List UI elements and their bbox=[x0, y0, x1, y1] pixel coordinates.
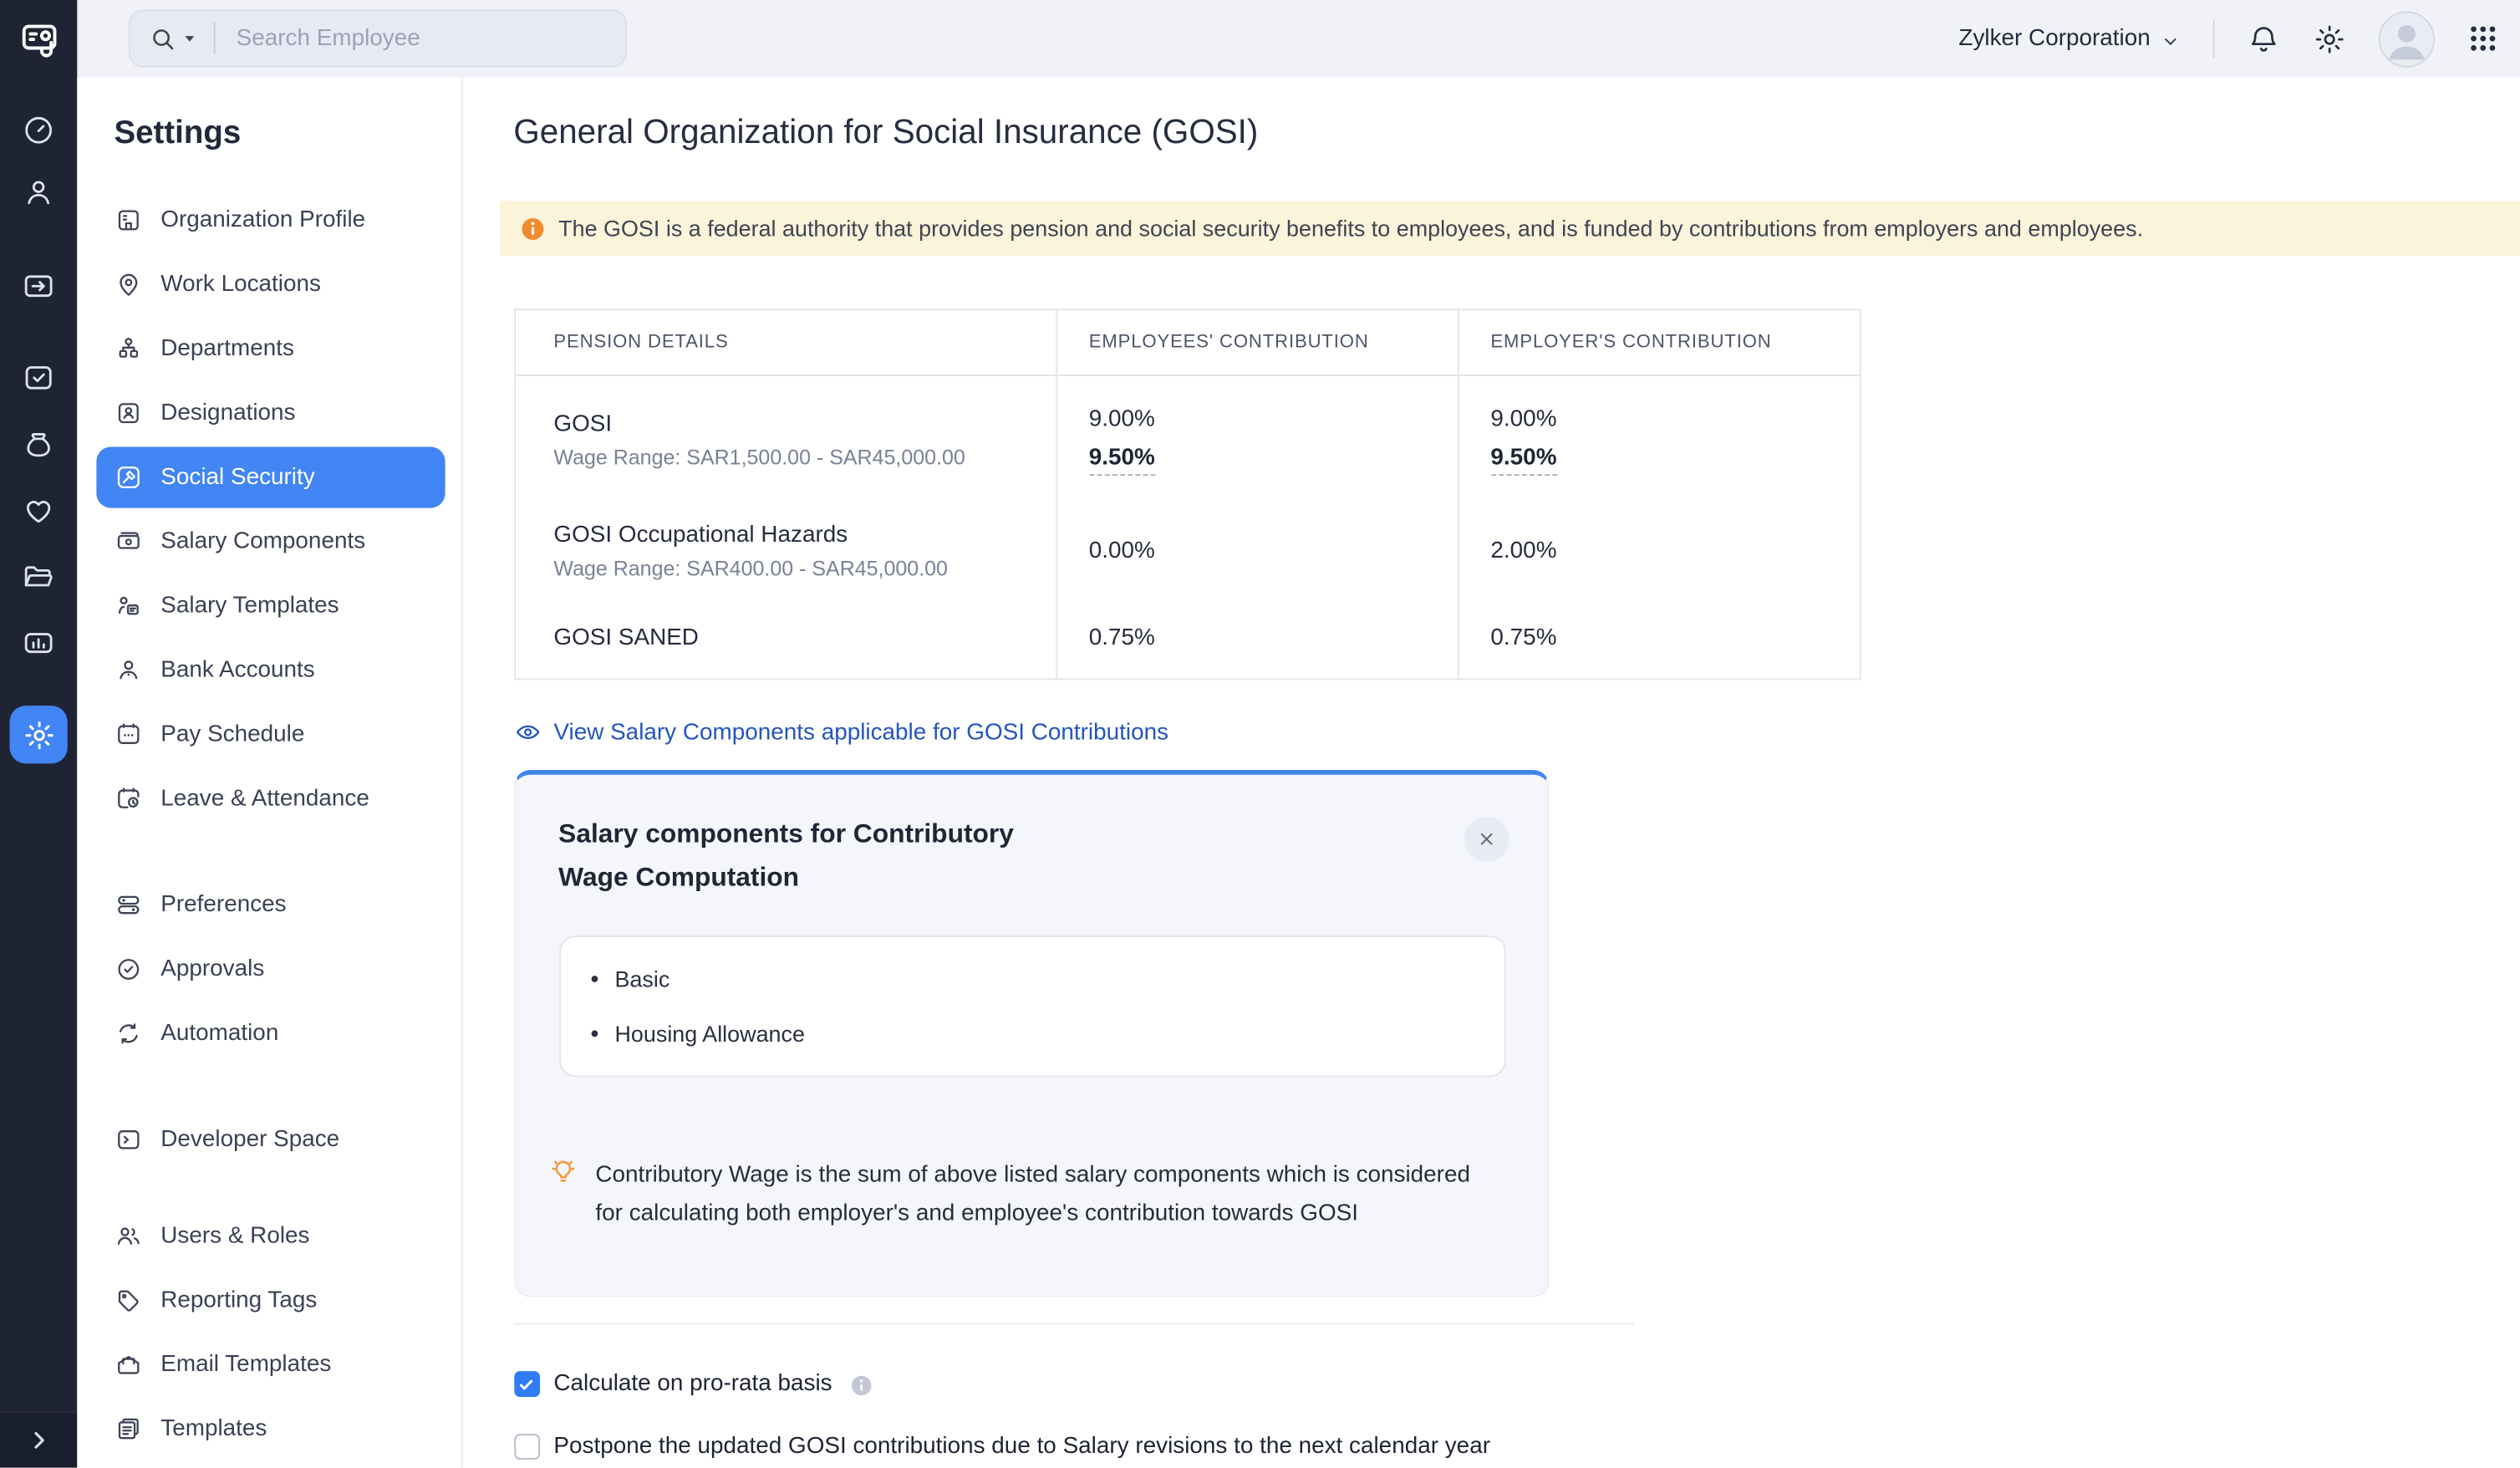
envelope-icon bbox=[115, 1350, 144, 1379]
payroll-logo-icon[interactable] bbox=[0, 0, 77, 77]
search-divider bbox=[214, 23, 216, 54]
search-scope-caret-icon[interactable] bbox=[181, 31, 197, 47]
notifications-bell-icon[interactable] bbox=[2247, 22, 2280, 55]
occupational-hazards-employee-cell: 0.00% bbox=[1055, 505, 1457, 599]
banner-text: The GOSI is a federal authority that provides pension and social security benefits to employees, and is funded by contributions from employers and employees. bbox=[558, 215, 2144, 242]
sidebar-item-reporting-tags[interactable]: Reporting Tags bbox=[77, 1268, 461, 1333]
pension-table bbox=[513, 308, 1860, 680]
gosi-employee-current: 9.00% bbox=[1088, 405, 1155, 432]
rail-reports-icon[interactable] bbox=[21, 625, 56, 660]
postpone-checkbox[interactable] bbox=[513, 1434, 539, 1460]
employee-search[interactable] bbox=[129, 10, 627, 68]
rail-benefits-icon[interactable] bbox=[21, 493, 56, 528]
list-item: Basic bbox=[591, 966, 1504, 992]
rail-documents-icon[interactable] bbox=[21, 559, 56, 594]
gosi-employer-contribution-cell bbox=[1457, 376, 1859, 505]
chevron-down-icon bbox=[2160, 30, 2181, 51]
eye-icon bbox=[513, 719, 541, 747]
saned-employee-cell: 0.75% bbox=[1055, 598, 1457, 678]
gosi-employee-new-value[interactable]: 9.50% bbox=[1089, 445, 1155, 476]
sidebar-item-pay-schedule[interactable]: Pay Schedule bbox=[77, 702, 461, 767]
sidebar-item-organization-profile[interactable]: Organization Profile bbox=[77, 188, 461, 252]
card-close-button[interactable] bbox=[1464, 817, 1509, 862]
main-content bbox=[462, 77, 2520, 1468]
salary-components-list bbox=[558, 935, 1505, 1077]
sidebar-item-developer-space[interactable]: Developer Space bbox=[77, 1108, 461, 1172]
contributory-wage-tip bbox=[546, 1156, 1495, 1233]
gosi-employer-new-value[interactable]: 9.50% bbox=[1490, 445, 1556, 476]
rail-expand-button[interactable] bbox=[0, 1412, 77, 1468]
info-circle-icon bbox=[520, 217, 544, 241]
rail-employees-icon[interactable] bbox=[21, 176, 56, 211]
person-tie-icon bbox=[115, 656, 144, 686]
bullet-dot bbox=[591, 976, 598, 982]
sidebar-item-email-templates[interactable]: Email Templates bbox=[77, 1333, 461, 1397]
postpone-checkbox-row[interactable] bbox=[513, 1434, 1490, 1460]
pro-rata-checkbox[interactable] bbox=[513, 1371, 539, 1397]
gosi-employee-contribution-cell bbox=[1055, 376, 1457, 505]
sidebar-item-leave-attendance[interactable]: Leave & Attendance bbox=[77, 767, 461, 831]
sidebar-item-social-security[interactable]: Social Security bbox=[96, 447, 444, 508]
tip-text: Contributory Wage is the sum of above listed salary components which is considered for calculating both employer's and employee's contribution towards GOSI bbox=[595, 1162, 1470, 1226]
pro-rata-label[interactable]: Calculate on pro-rata basis bbox=[553, 1371, 832, 1397]
sliders-icon bbox=[115, 890, 144, 920]
rail-settings-icon[interactable] bbox=[10, 706, 68, 763]
topbar-divider bbox=[2213, 19, 2215, 58]
stacked-docs-icon bbox=[115, 1414, 144, 1444]
section-divider bbox=[513, 1323, 1633, 1324]
apps-grid-icon[interactable] bbox=[2467, 23, 2499, 54]
header-employees-contribution: EMPLOYEES' CONTRIBUTION bbox=[1055, 310, 1457, 375]
sync-icon bbox=[115, 1019, 144, 1048]
users-icon bbox=[115, 1221, 144, 1251]
menu-group-gap bbox=[77, 1066, 461, 1108]
tag-icon bbox=[115, 1286, 144, 1315]
org-chart-icon bbox=[115, 334, 144, 364]
card-title: Salary components for Contributory Wage Computation bbox=[558, 819, 1014, 893]
chevron-right-icon bbox=[26, 1428, 52, 1454]
header-pension-details: PENSION DETAILS bbox=[553, 333, 729, 353]
table-row-saned-name: GOSI SANED bbox=[553, 624, 699, 651]
settings-sidebar bbox=[77, 77, 462, 1468]
postpone-label[interactable]: Postpone the updated GOSI contributions due to Salary revisions to the next calendar year bbox=[553, 1434, 1491, 1460]
settings-menu bbox=[77, 188, 461, 1461]
pro-rata-checkbox-row[interactable] bbox=[513, 1371, 872, 1397]
map-pin-icon bbox=[115, 270, 144, 299]
salary-components-card bbox=[513, 770, 1548, 1297]
view-salary-components-label: View Salary Components applicable for GOSI Contributions bbox=[553, 719, 1169, 746]
topbar-actions bbox=[1958, 0, 2499, 77]
org-name: Zylker Corporation bbox=[1958, 25, 2151, 52]
info-banner bbox=[499, 201, 2520, 255]
sidebar-item-automation[interactable]: Automation bbox=[77, 1002, 461, 1066]
terminal-icon bbox=[115, 1125, 144, 1155]
sidebar-item-salary-templates[interactable]: Salary Templates bbox=[77, 573, 461, 638]
saned-employer-cell: 0.75% bbox=[1457, 598, 1859, 678]
gosi-wage-range: Wage Range: SAR1,500.00 - SAR45,000.00 bbox=[553, 445, 965, 470]
sidebar-title: Settings bbox=[114, 115, 242, 151]
menu-group-gap bbox=[77, 831, 461, 873]
settings-gear-icon[interactable] bbox=[2313, 22, 2346, 55]
badge-check-icon bbox=[115, 955, 144, 984]
sidebar-item-designations[interactable]: Designations bbox=[77, 381, 461, 446]
sidebar-item-preferences[interactable]: Preferences bbox=[77, 873, 461, 937]
header-employers-contribution: EMPLOYER'S CONTRIBUTION bbox=[1457, 310, 1859, 375]
sidebar-item-approvals[interactable]: Approvals bbox=[77, 937, 461, 1002]
org-switcher[interactable] bbox=[1958, 26, 2181, 52]
app-rail bbox=[0, 0, 77, 1468]
sidebar-item-templates[interactable]: Templates bbox=[77, 1397, 461, 1461]
pro-rata-info-icon[interactable] bbox=[850, 1374, 873, 1396]
user-avatar[interactable] bbox=[2379, 10, 2435, 66]
sidebar-item-departments[interactable]: Departments bbox=[77, 317, 461, 381]
banknote-icon bbox=[115, 528, 144, 557]
sidebar-item-bank-accounts[interactable]: Bank Accounts bbox=[77, 638, 461, 702]
sidebar-item-salary-components[interactable]: Salary Components bbox=[77, 510, 461, 574]
pension-table-body bbox=[515, 376, 1858, 678]
pension-table-header bbox=[515, 310, 1858, 376]
id-card-icon bbox=[115, 399, 144, 428]
page-title: General Organization for Social Insurance (GOSI) bbox=[513, 114, 1259, 151]
search-input[interactable] bbox=[233, 24, 561, 54]
topbar bbox=[77, 0, 2520, 79]
menu-group-gap bbox=[77, 1172, 461, 1204]
list-item: Housing Allowance bbox=[591, 1021, 1504, 1047]
calendar-icon bbox=[115, 720, 144, 749]
occupational-hazards-wage-range: Wage Range: SAR400.00 - SAR45,000.00 bbox=[553, 556, 948, 581]
sidebar-item-users-roles[interactable]: Users & Roles bbox=[77, 1204, 461, 1268]
search-icon bbox=[150, 25, 177, 53]
gosi-employer-current: 9.00% bbox=[1490, 405, 1557, 432]
table-row-occupational-hazards-name: GOSI Occupational Hazards Wage Range: SAR400.00 - SAR45,000.00 bbox=[515, 505, 1055, 599]
person-document-icon bbox=[115, 592, 144, 621]
table-row-gosi-name: GOSI Wage Range: SAR1,500.00 - SAR45,000.00 bbox=[515, 376, 1055, 505]
close-icon bbox=[1476, 829, 1495, 849]
rail-loans-icon[interactable] bbox=[21, 427, 56, 462]
rail-dashboard-icon[interactable] bbox=[21, 113, 56, 148]
gavel-icon bbox=[115, 463, 144, 492]
bullet-dot bbox=[591, 1031, 598, 1037]
organization-profile-icon bbox=[115, 206, 144, 235]
view-salary-components-link[interactable] bbox=[513, 719, 1168, 747]
check-icon bbox=[517, 1375, 535, 1393]
sidebar-item-work-locations[interactable]: Work Locations bbox=[77, 252, 461, 317]
lightbulb-icon bbox=[546, 1156, 579, 1233]
occupational-hazards-employer-cell: 2.00% bbox=[1457, 505, 1859, 599]
calendar-clock-icon bbox=[115, 784, 144, 813]
rail-tasks-icon[interactable] bbox=[21, 360, 56, 395]
rail-pay-runs-icon[interactable] bbox=[21, 268, 56, 303]
